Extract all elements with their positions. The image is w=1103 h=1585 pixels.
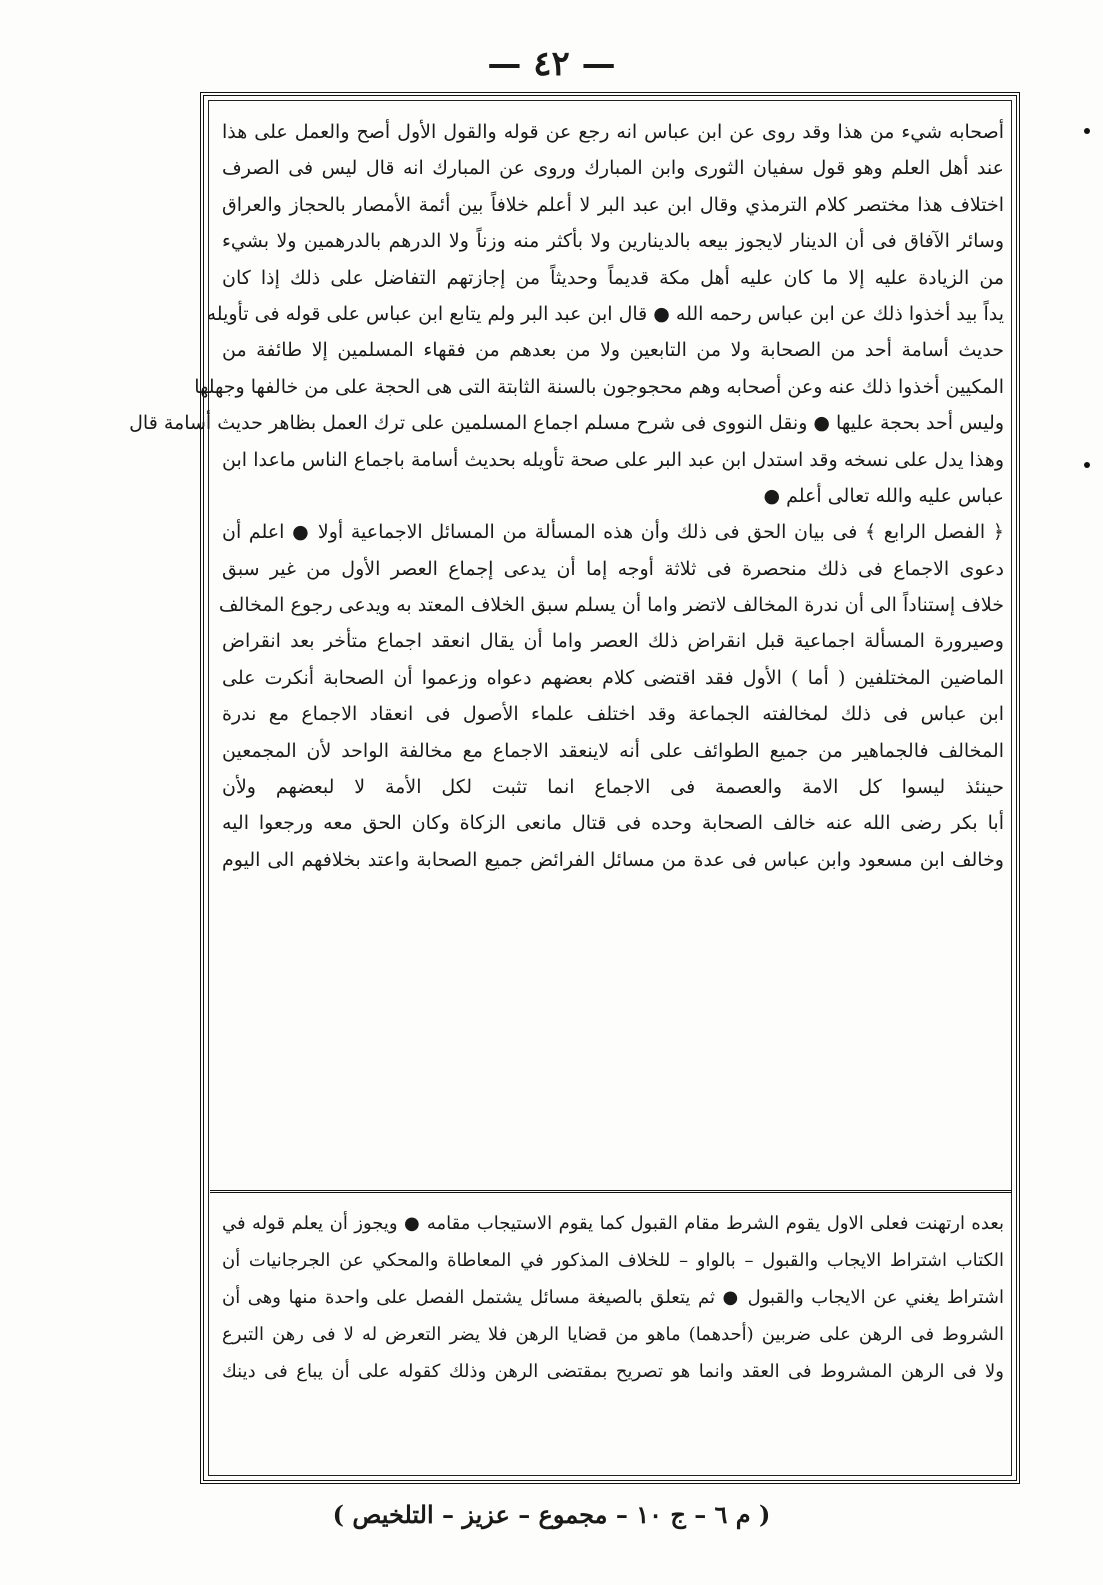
text-line: حينئذ ليسوا كل الامة والعصمة فى الاجماع انما تثبت لكل الأمة لا لبعضهم ولأن xyxy=(222,776,1004,799)
text-line: ابن عباس فى ذلك لمخالفته الجماعة وقد اختلف علماء الأصول فى انعقاد الاجماع مع ندرة xyxy=(222,703,1004,726)
text-line: عباس عليه والله تعالى أعلم ● xyxy=(763,484,1004,507)
text-line: أبا بكر رضى الله عنه خالف الصحابة وحده فى قتال مانعى الزكاة وكان الحق معه ورجعوا اليه xyxy=(222,812,1004,835)
printer-signature: ( م ٦ – ج ١٠ – مجموع – عزيز – التلخيص ) xyxy=(332,1500,771,1529)
text-line: وهذا يدل على نسخه وقد استدل ابن عبد البر على صحة تأويله بحديث أسامة باجماع الناس ماعدا ابن xyxy=(222,448,1004,471)
section-heading-line: ﴿ الفصل الرابع ﴾ فى بيان الحق فى ذلك وأن هذه المسألة من المسائل الاجماعية أولا ● اعلم أن xyxy=(222,521,1004,544)
text-line: حديث أسامة أحد من الصحابة ولا من التابعين ولا من بعدهم من فقهاء المسلمين إلا طائفة من xyxy=(222,339,1004,362)
footnote-line: بعده ارتهنت فعلى الاول يقوم الشرط مقام القبول كما يقوم الاستيجاب مقامه ● ويجوز أن يعلم قوله في xyxy=(222,1213,1004,1234)
footnote-line: اشتراط يغني عن الايجاب والقبول ● ثم يتعلق بالصيغة مسائل يشتمل الفصل على واحدة منها وهى أن xyxy=(222,1287,1004,1308)
main-text-body xyxy=(129,114,1004,1174)
text-line: أصحابه شيء من هذا وقد روى عن ابن عباس انه رجع عن قوله والقول الأول أصح والعمل على هذا xyxy=(222,121,1004,143)
text-line: من الزيادة عليه إلا ما كان عليه أهل مكة قديماً وحديثاً من إجازتهم التفاضل على ذلك إذا كان xyxy=(222,266,1004,289)
text-line: وليس أحد بحجة عليها ● ونقل النووى فى شرح مسلم اجماع المسلمين على ترك العمل بظاهر حديث أسامة قال xyxy=(129,412,1004,435)
footnote-line: الكتاب اشتراط الايجاب والقبول – بالواو – للخلاف المذكور في المعاطاة والمحكي عن الجرجانيات أن xyxy=(222,1250,1004,1271)
text-line: عند أهل العلم وهو قول سفيان الثورى وابن المبارك وروى عن المبارك انه قال ليس فى الصرف xyxy=(222,157,1004,180)
footnote-text-body xyxy=(222,1205,1004,1455)
page-number: — ٤٢ — xyxy=(487,44,616,84)
text-line: اختلاف هذا مختصر كلام الترمذي وقال ابن عبد البر لا أعلم خلافاً بين أئمة الأمصار بالحجاز والعراق xyxy=(222,193,1004,216)
text-line: وسائر الآفاق فى أن الدينار لايجوز بيعه بالدينارين ولا بأكثر منه وزناً ولا الدرهم بالدرهمين ولا بشيء xyxy=(222,230,1004,253)
text-line: المخالف فالجماهير من جميع الطوائف على أنه لاينعقد الاجماع مع مخالفة الواحد لأن المجمعين xyxy=(222,739,1004,762)
footnote-line: ولا فى الرهن المشروط فى العقد وانما هو تصريح بمقتضى الرهن وذلك كقوله على أن يباع فى دينك xyxy=(222,1361,1004,1382)
margin-mark xyxy=(1084,462,1090,468)
text-line: يداً بيد أخذوا ذلك عن ابن عباس رحمه الله ● قال ابن عبد البر ولم يتابع ابن عباس على قوله فى تأويله xyxy=(206,302,1004,325)
margin-mark xyxy=(1084,128,1090,134)
text-line: دعوى الاجماع فى ذلك منحصرة فى ثلاثة أوجه إما أن يدعى إجماع العصر الأول من غير سبق xyxy=(222,557,1004,580)
footnote-divider xyxy=(210,1190,1012,1193)
text-line: الماضين المختلفين ( أما ) الأول فقد اقتضى كلام بعضهم دعواه وزعموا أن الصحابة أنكرت على xyxy=(222,666,1004,689)
text-line: خلاف إستناداً الى أن ندرة المخالف لاتضر واما أن يسلم سبق الخلاف المعتد به ويدعى رجوع المخالف xyxy=(218,594,1004,617)
text-line: وخالف ابن مسعود وابن عباس فى عدة من مسائل الفرائض جميع الصحابة واعتد بخلافهم الى اليوم xyxy=(222,848,1004,871)
text-line: المكيين أخذوا ذلك عنه وعن أصحابه وهم محجوجون بالسنة الثابتة التى هى الحجة على من خالفها وجهلها xyxy=(194,375,1004,398)
text-line: وصيرورة المسألة اجماعية قبل انقراض ذلك العصر واما أن يقال انعقد اجماع متأخر بعد انقراض xyxy=(222,630,1004,653)
footnote-line: الشروط فى الرهن على ضربين (أحدهما) ماهو من قضايا الرهن فلا يضر التعرض له لا فى رهن التبرع xyxy=(222,1324,1004,1345)
